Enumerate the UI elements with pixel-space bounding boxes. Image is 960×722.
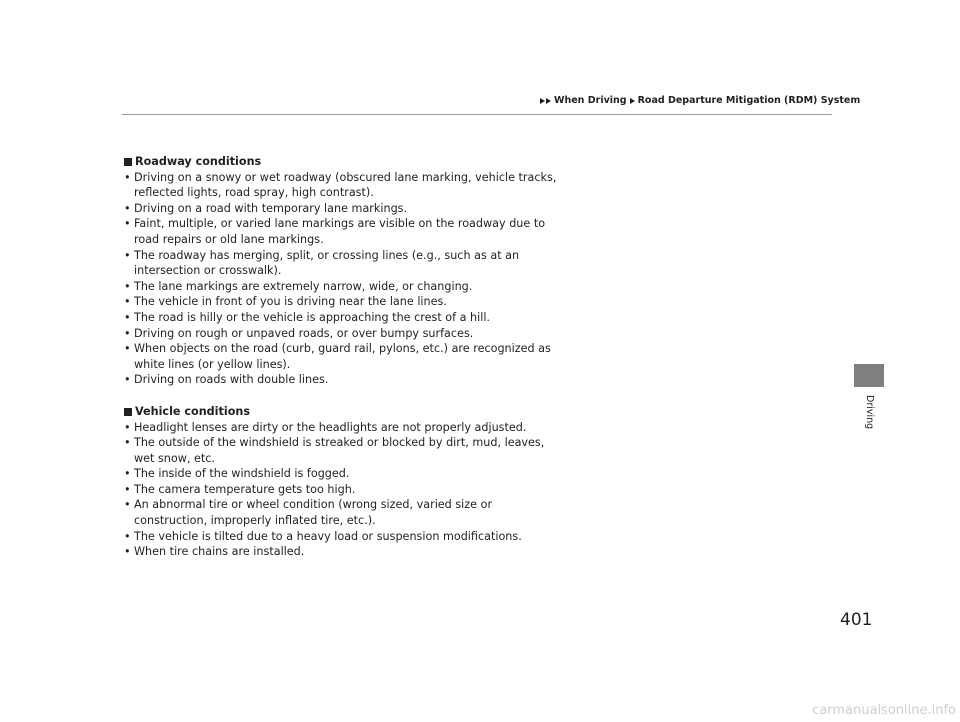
list-item <box>124 482 564 498</box>
list-item <box>124 326 564 342</box>
bullet-icon: • <box>124 373 131 387</box>
list-item <box>124 497 564 528</box>
list-item-text: The vehicle in front of you is driving near the lane lines. <box>134 295 447 309</box>
watermark: carmanualsonline.info <box>812 703 956 718</box>
page-content <box>124 154 564 560</box>
section-heading <box>124 404 564 420</box>
square-bullet-icon <box>124 408 132 416</box>
list-item-text: The lane markings are extremely narrow, wide, or changing. <box>134 279 473 293</box>
bullet-icon: • <box>124 295 131 309</box>
bullet-icon: • <box>124 545 131 559</box>
breadcrumb-arrow-icon <box>630 98 635 104</box>
list-item <box>124 248 564 279</box>
bullet-icon: • <box>124 248 131 262</box>
list-item <box>124 544 564 560</box>
bullet-list <box>124 420 564 560</box>
list-item-text: Driving on a snowy or wet roadway (obscured lane marking, vehicle tracks, reflected lights, road spray, high contrast). <box>134 170 557 200</box>
list-item-text: The vehicle is tilted due to a heavy load or suspension modifications. <box>134 529 522 543</box>
list-item-text: Faint, multiple, or varied lane markings are visible on the roadway due to road repairs or old lane markings. <box>134 217 546 246</box>
list-item-text: Driving on roads with double lines. <box>134 373 329 387</box>
breadcrumb-item-when-driving[interactable]: When Driving <box>554 95 627 106</box>
bullet-icon: • <box>124 420 131 434</box>
chapter-tab-label: Driving <box>864 395 875 430</box>
bullet-icon: • <box>124 326 131 340</box>
list-item-text: The roadway has merging, split, or crossing lines (e.g., such as at an intersection or crosswalk). <box>134 248 520 278</box>
bullet-icon: • <box>124 482 131 496</box>
list-item-text: Driving on a road with temporary lane markings. <box>134 201 408 215</box>
bullet-icon: • <box>124 201 131 215</box>
list-item <box>124 279 564 295</box>
list-item <box>124 341 564 372</box>
section-roadway-conditions <box>124 154 564 388</box>
bullet-icon: • <box>124 436 131 450</box>
list-item <box>124 372 564 388</box>
list-item-text: The outside of the windshield is streaked or blocked by dirt, mud, leaves, wet snow, etc. <box>134 436 545 465</box>
list-item-text: An abnormal tire or wheel condition (wrong sized, varied size or construction, improperly inflated tire, etc.). <box>134 498 493 528</box>
list-item <box>124 435 564 466</box>
list-item-text: When tire chains are installed. <box>134 545 305 559</box>
list-item <box>124 466 564 482</box>
list-item-text: The road is hilly or the vehicle is approaching the crest of a hill. <box>134 310 490 324</box>
bullet-icon: • <box>124 467 131 481</box>
list-item <box>124 170 564 201</box>
list-item <box>124 529 564 545</box>
section-heading <box>124 154 564 170</box>
bullet-icon: • <box>124 529 131 543</box>
breadcrumb-arrow-icon <box>540 98 545 104</box>
list-item <box>124 216 564 247</box>
section-vehicle-conditions <box>124 404 564 560</box>
list-item-text: When objects on the road (curb, guard rail, pylons, etc.) are recognized as white lines (or yellow lines). <box>134 342 551 371</box>
list-item <box>124 294 564 310</box>
list-item <box>124 310 564 326</box>
list-item-text: Driving on rough or unpaved roads, or over bumpy surfaces. <box>134 326 474 340</box>
list-item-text: Headlight lenses are dirty or the headlights are not properly adjusted. <box>134 420 527 434</box>
bullet-icon: • <box>124 310 131 324</box>
bullet-icon: • <box>124 170 131 184</box>
bullet-icon: • <box>124 498 131 512</box>
page-number: 401 <box>840 610 873 630</box>
list-item-text: The inside of the windshield is fogged. <box>134 467 350 481</box>
square-bullet-icon <box>124 158 132 166</box>
section-heading-text: Vehicle conditions <box>135 404 250 418</box>
bullet-list <box>124 170 564 388</box>
header-rule <box>122 114 832 115</box>
breadcrumb-item-rdm-system[interactable]: Road Departure Mitigation (RDM) System <box>637 95 861 106</box>
chapter-tab[interactable] <box>854 364 884 387</box>
section-heading-text: Roadway conditions <box>135 155 262 168</box>
list-item-text: The camera temperature gets too high. <box>134 482 356 496</box>
breadcrumb <box>540 95 860 106</box>
bullet-icon: • <box>124 279 131 293</box>
list-item <box>124 201 564 217</box>
bullet-icon: • <box>124 217 131 231</box>
bullet-icon: • <box>124 342 131 356</box>
list-item <box>124 420 564 436</box>
breadcrumb-arrow-icon <box>546 98 551 104</box>
